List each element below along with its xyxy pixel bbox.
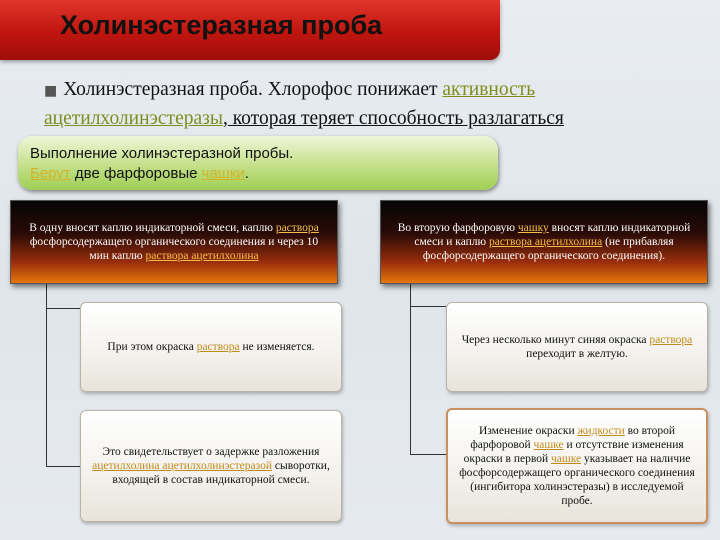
left-top-link-2[interactable]: раствора ацетилхолина xyxy=(145,250,259,262)
step-left-top xyxy=(10,200,338,284)
left-mid-link-1[interactable]: раствора xyxy=(196,341,240,353)
intro-text-2: две фарфоровые xyxy=(70,165,202,182)
connector-right-h2 xyxy=(410,454,446,455)
right-top-text-2: вносят каплю индикаторной смеси и каплю xyxy=(414,222,691,248)
left-bottom-link-1[interactable]: ацетилхолина ацетилхолинэстеразой xyxy=(92,460,273,472)
connector-left-h2 xyxy=(46,466,80,467)
left-mid-text-2: не изменяется. xyxy=(239,341,315,353)
connector-left-vertical xyxy=(46,284,47,466)
left-top-text-2: фосфорсодержащего органического соединения и через 10 мин каплю xyxy=(29,236,319,262)
step-right-top xyxy=(380,200,708,284)
right-mid-text-1: Через несколько минут синяя окраска xyxy=(461,334,650,346)
right-bottom-text-2: во второй фарфоровой xyxy=(470,425,676,451)
right-top-link-2[interactable]: раствора ацетилхолина xyxy=(489,236,603,248)
right-bottom-link-2[interactable]: чашке xyxy=(533,439,564,451)
connector-right-h1 xyxy=(410,306,446,307)
right-top-text-1: Во вторую фарфоровую xyxy=(397,222,518,234)
connector-left-h1 xyxy=(46,308,80,309)
left-top-link-1[interactable]: раствора xyxy=(275,222,319,234)
left-mid-text-1: При этом окраска xyxy=(107,341,197,353)
right-bottom-text-3: и отсутствие изменения окраски в первой xyxy=(463,439,684,465)
intro-box xyxy=(18,136,498,190)
connector-right-vertical xyxy=(410,284,411,454)
left-top-text-1: В одну вносят каплю индикаторной смеси, каплю xyxy=(29,222,276,234)
right-bottom-link-1[interactable]: жидкости xyxy=(577,425,625,437)
step-right-bottom xyxy=(446,408,708,524)
intro-text-3: . xyxy=(244,165,249,182)
intro-word-berut[interactable]: Берут xyxy=(30,165,71,182)
right-bottom-text-1: Изменение окраски xyxy=(478,425,578,437)
subtitle-bullet xyxy=(44,76,694,133)
right-top-link-1[interactable]: чашку xyxy=(517,222,549,234)
step-left-mid xyxy=(80,302,342,392)
step-left-bottom xyxy=(80,410,342,522)
right-top-text-3: (не прибавляя фосфорсодержащего органического соединения). xyxy=(422,236,674,262)
subtitle-text-2: , которая теряет способность разлагаться xyxy=(222,108,564,129)
page-title: Холинэстеразная проба xyxy=(60,10,383,40)
bullet-icon: ■ xyxy=(44,83,58,99)
right-bottom-link-3[interactable]: чашке xyxy=(550,453,582,465)
right-mid-link-1[interactable]: раствора xyxy=(649,334,693,346)
title-banner xyxy=(0,0,500,60)
right-bottom-text-4: указывает на наличие фосфорсодержащего органического соединения (ингибитора холинэстеразы) в исследуемой пробе. xyxy=(459,453,695,507)
left-bottom-text-2: сыворотки, входящей в состав индикаторной смеси. xyxy=(112,460,330,486)
intro-word-cups[interactable]: чашки xyxy=(201,165,245,182)
activity-link[interactable]: активность xyxy=(442,79,536,100)
intro-text-1: Выполнение холинэстеразной пробы. xyxy=(30,145,294,162)
acetylcholinesterase-link[interactable]: ацетилхолинэстеразы xyxy=(44,108,223,129)
subtitle-text-1: Холинэстеразная проба. Хлорофос понижает xyxy=(63,79,443,100)
right-mid-text-2: переходит в желтую. xyxy=(526,348,628,360)
step-right-mid xyxy=(446,302,708,392)
left-bottom-text-1: Это свидетельствует о задержке разложения xyxy=(102,446,320,458)
